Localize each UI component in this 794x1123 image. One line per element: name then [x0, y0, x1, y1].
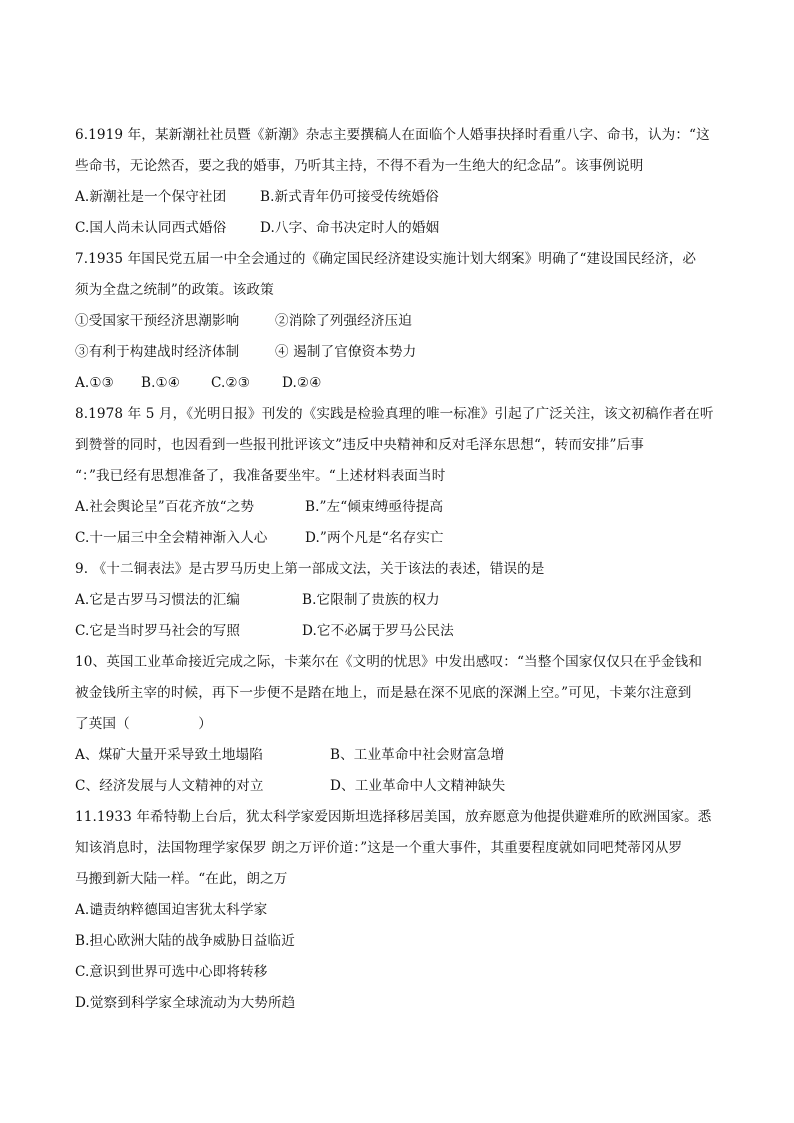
question-11 — [75, 802, 725, 1019]
option-a: A.谴责纳粹德国迫害犹太科学家 — [75, 902, 268, 918]
option-d: D.它不必属于罗马公民法 — [302, 623, 454, 639]
option-d: D.觉察到科学家全球流动为大势所趋 — [75, 995, 296, 1011]
option-row — [75, 213, 725, 244]
option-c: C.国人尚未认同西式婚俗 — [75, 220, 227, 236]
option-row — [75, 492, 725, 523]
option-c: C.它是当时罗马社会的写照 — [75, 623, 241, 639]
option-a: A.它是古罗马习惯法的汇编 — [75, 592, 240, 608]
question-text: 了英国（ ） — [75, 716, 212, 732]
option-row — [75, 368, 725, 399]
question-text: 些命书，无论然否，要之我的婚事，乃听其主持，不得不看为一生绝大的纪念品”。该事例说明 — [75, 158, 644, 174]
option-b: B.担心欧洲大陆的战争威胁日益临近 — [75, 933, 295, 949]
option-b: B.①④ — [141, 375, 181, 391]
question-list — [75, 120, 725, 1019]
question-text: 知该消息时，法国物理学家保罗 朗之万评价道：”这是一个重大事件，其重要程度就如同吧梵蒂冈从罗 — [75, 840, 683, 856]
question-9 — [75, 554, 725, 647]
item-row — [75, 337, 725, 368]
question-text: 8.1978 年 5 月，《光明日报》刊发的《实践是检验真理的唯一标准》引起了广泛关注，该文初稿作者在听 — [75, 406, 714, 422]
option-c: C、经济发展与人文精神的对立 — [75, 778, 264, 794]
option-row — [75, 616, 725, 647]
option-d: D.②④ — [282, 375, 322, 391]
item-3: ③有利于构建战时经济体制 — [75, 344, 240, 360]
question-text: 9. 《十二铜表法》是古罗马历史上第一部成文法，关于该法的表述，错误的是 — [75, 561, 545, 577]
item-4: ④ 遏制了官僚资本势力 — [275, 344, 417, 360]
question-text: 马搬到新大陆一样。“在此，朗之万 — [75, 871, 288, 887]
option-row — [75, 182, 725, 213]
option-d: D.”两个凡是“名存实亡 — [305, 530, 444, 546]
option-b: B.”左“倾束缚亟待提高 — [305, 499, 444, 515]
option-b: B.新式青年仍可接受传统婚俗 — [260, 189, 439, 205]
option-a: A.新潮社是一个保守社团 — [75, 189, 227, 205]
option-b: B.它限制了贵族的权力 — [302, 592, 440, 608]
question-8 — [75, 399, 725, 554]
question-6 — [75, 120, 725, 244]
question-10 — [75, 647, 725, 802]
item-1: ①受国家干预经济思潮影响 — [75, 313, 240, 329]
question-text: 7.1935 年国民党五届一中全会通过的《确定国民经济建设实施计划大纲案》明确了“建设国民经济，必 — [75, 251, 697, 267]
question-7 — [75, 244, 725, 399]
question-text: “：”我已经有思想准备了，我准备要坐牢。“上述材料表面当时 — [75, 468, 446, 484]
question-text: 须为全盘之统制”的政策。该政策 — [75, 282, 274, 298]
option-row — [75, 740, 725, 771]
option-a: A.①③ — [75, 375, 114, 391]
item-row — [75, 306, 725, 337]
question-text: 10、英国工业革命接近完成之际，卡莱尔在《文明的忧思》中发出感叹：“当整个国家仅仅只在乎金钱和 — [75, 654, 703, 670]
option-b: B、工业革命中社会财富急增 — [330, 747, 505, 763]
question-text: 到赞誉的同时，也因看到一些报刊批评该文”违反中央精神和反对毛泽东思想“，转而安排”后事 — [75, 437, 644, 453]
option-d: D.八字、命书决定时人的婚姻 — [260, 220, 440, 236]
question-text: 6.1919 年，某新潮社社员暨《新潮》杂志主要撰稿人在面临个人婚事抉择时看重八字、命书，认为：“这 — [75, 127, 710, 143]
item-2: ②消除了列强经济压迫 — [275, 313, 412, 329]
option-c: C.十一届三中全会精神渐入人心 — [75, 530, 268, 546]
option-row — [75, 585, 725, 616]
option-d: D、工业革命中人文精神缺失 — [330, 778, 506, 794]
option-row — [75, 523, 725, 554]
option-a: A.社会舆论呈”百花齐放“之势 — [75, 499, 255, 515]
question-text: 被金钱所主宰的时候，再下一步便不是踏在地上，而是悬在深不见底的深渊上空。”可见，卡莱尔注意到 — [75, 685, 692, 701]
option-a: A、煤矿大量开采导致土地塌陷 — [75, 747, 263, 763]
question-text: 11.1933 年希特勒上台后，犹太科学家爱因斯坦选择移居美国，放弃愿意为他提供避难所的欧洲国家。悉 — [75, 809, 712, 825]
option-c: C.意识到世界可选中心即将转移 — [75, 964, 268, 980]
option-row — [75, 771, 725, 802]
option-c: C.②③ — [211, 375, 251, 391]
